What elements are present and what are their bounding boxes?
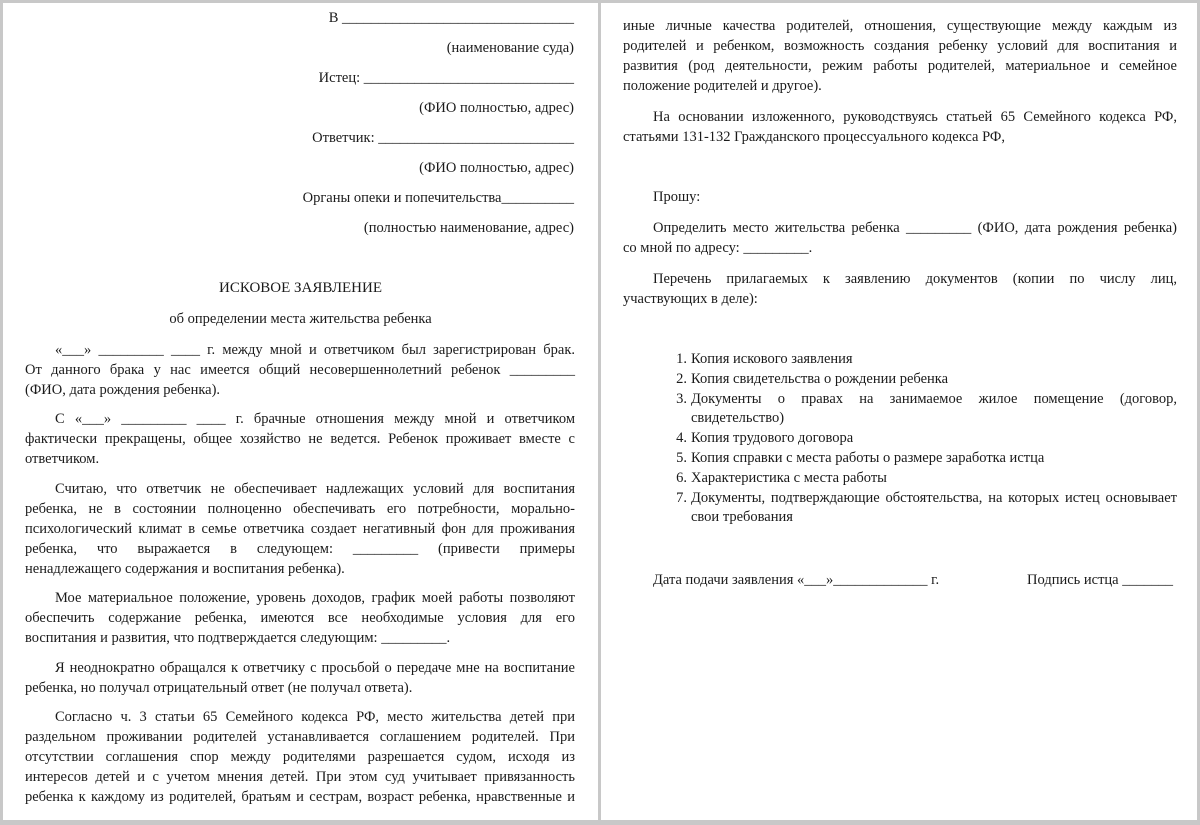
paragraph-line: фактически прекращены, общее хозяйство не ведется. Ребенок проживает вместе с [25, 431, 575, 447]
list-item [667, 370, 1177, 390]
list-number: 5. [676, 449, 687, 466]
plaintiff-caption: (ФИО полностью, адрес) [419, 100, 574, 116]
paragraph-line: ненадлежащего содержания и воспитания ребенка). [25, 561, 345, 577]
guardianship-caption: (полностью наименование, адрес) [363, 220, 574, 236]
list-item [667, 390, 1177, 430]
list-number: 3. [676, 390, 687, 407]
paragraph-line: со мной по адресу: _________. [623, 240, 813, 256]
paragraph-line: От данного брака у нас имеется общий несовершеннолетний ребенок _________ [25, 362, 575, 378]
paragraph-line: Согласно ч. 3 статьи 65 Семейного кодекса РФ, место жительства детей при [55, 709, 575, 725]
plaintiff-signature: Подпись истца _______ [1027, 572, 1173, 588]
paragraph-line: ответчиком. [25, 451, 100, 467]
plaintiff-line: Истец: _____________________________ [318, 70, 574, 86]
document-page-right [601, 3, 1197, 820]
list-text: Документы о правах на занимаемое жилое помещение (договор, свидетельство) [691, 390, 1177, 427]
list-text: Копия трудового договора [691, 430, 854, 447]
list-number: 4. [676, 430, 687, 447]
defendant-caption: (ФИО полностью, адрес) [419, 160, 574, 176]
paragraph-line: отсутствии соглашения спор между родителями разрешается судом, исходя из [25, 749, 575, 765]
paragraph-line: Перечень прилагаемых к заявлению документов (копии по числу лиц, [653, 271, 1177, 287]
list-item [667, 350, 1177, 370]
paragraph-line: «___» _________ ____ г. между мной и ответчиком был зарегистрирован брак. [55, 342, 575, 358]
list-text: Копия искового заявления [691, 351, 853, 367]
list-number: 6. [676, 469, 687, 486]
paragraph-line: С «___» _________ ____ г. брачные отношения между мной и ответчиком [55, 411, 575, 427]
list-item [667, 469, 1177, 489]
paragraph-line: обеспечить содержание ребенка, имеются все необходимые условия для его [25, 610, 575, 626]
submission-date: Дата подачи заявления «___»_____________ г. [653, 572, 940, 588]
paragraph-line: ребенка, не в состоянии полноценно обеспечивать его потребности, морально- [25, 501, 575, 517]
paragraph-line: иные личные качества родителей, отношения, существующие между каждым из [623, 18, 1177, 34]
paragraph-line: интересов детей и с учетом мнения детей. При этом суд учитывает привязанность [25, 769, 575, 785]
court-line: В ________________________________ [328, 10, 574, 26]
list-text: Копия справки с места работы о размере заработка истца [691, 449, 1045, 466]
court-caption: (наименование суда) [446, 40, 574, 56]
paragraph-line: Определить место жительства ребенка _________ (ФИО, дата рождения ребенка) [653, 220, 1177, 236]
guardianship-line: Органы опеки и попечительства__________ [302, 190, 574, 206]
paragraph-line: На основании изложенного, руководствуясь статьей 65 Семейного кодекса РФ, [653, 109, 1177, 125]
attachments-list [667, 350, 1177, 528]
document-page-left [3, 3, 598, 820]
list-text: Характеристика с места работы [691, 469, 887, 486]
paragraph-line: участвующих в деле): [623, 291, 758, 307]
list-number: 1. [676, 351, 687, 367]
list-text: Копия свидетельства о рождении ребенка [691, 370, 949, 387]
paragraph-line: раздельном проживании родителей устанавливается соглашением родителей. При [25, 729, 575, 745]
paragraph-line: развития (род деятельности, режим работы родителей, материальное и семейное [623, 58, 1177, 74]
paragraph-line: воспитания и развития, что подтверждается следующим: _________. [25, 630, 451, 646]
paragraph-line: родителей и ребенком, возможность создания ребенку условий для воспитания и [623, 38, 1177, 54]
paragraph-line: Я неоднократно обращался к ответчику с просьбой о передаче мне на воспитание [55, 660, 575, 676]
paragraph-line: Считаю, что ответчик не обеспечивает надлежащих условий для воспитания [55, 481, 575, 497]
paragraph-line: ребенка, но получал отрицательный ответ (не получал ответа). [25, 680, 413, 696]
paragraph-line: ребенка к каждому из родителей, братьям и сестрам, возраст ребенка, нравственные и [25, 789, 575, 805]
paragraph-line: статьями 131-132 Гражданского процессуального кодекса РФ, [623, 129, 1005, 145]
paragraph-line: положение родителей и другое). [623, 78, 822, 94]
list-item [667, 449, 1177, 469]
list-text: Документы, подтверждающие обстоятельства, на которых истец основывает свои требования [691, 489, 1177, 526]
document-subtitle: об определении места жительства ребенка [169, 311, 432, 327]
list-number: 2. [676, 370, 687, 387]
request-heading: Прошу: [653, 189, 701, 205]
list-number: 7. [676, 489, 687, 506]
document-title: ИСКОВОЕ ЗАЯВЛЕНИЕ [218, 280, 382, 296]
paragraph-line: (ФИО, дата рождения ребенка). [25, 382, 221, 398]
list-item [667, 429, 1177, 449]
list-item [667, 489, 1177, 529]
paragraph-line: психологический климат в семье ответчика создает негативный фон для проживания [25, 521, 575, 537]
paragraph-line: ребенка, что выражается в следующем: _________ (привести примеры [25, 541, 575, 557]
paragraph-line: Мое материальное положение, уровень доходов, график моей работы позволяют [55, 590, 575, 606]
defendant-line: Ответчик: ___________________________ [312, 130, 574, 146]
